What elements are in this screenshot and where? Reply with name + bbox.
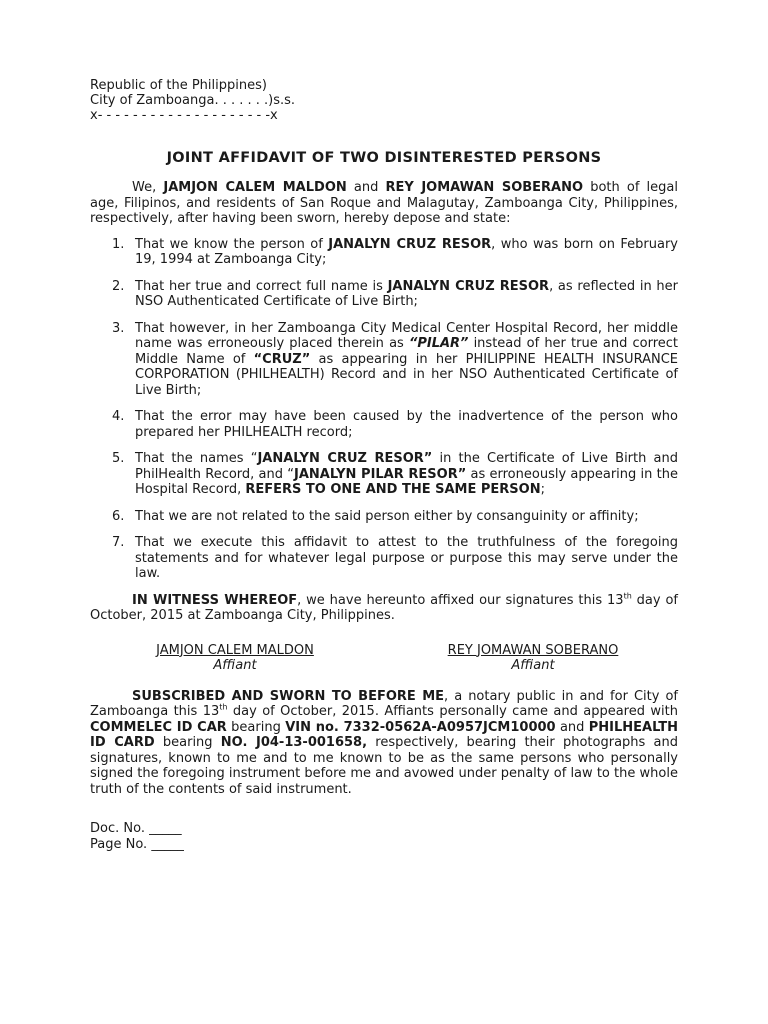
item-number: 4. — [112, 409, 125, 424]
ordinal-suffix: th — [219, 702, 228, 712]
item-number: 6. — [112, 508, 125, 524]
intro-text: We, — [132, 180, 164, 195]
affiant-name-2: REY JOMAWAN SOBERANO — [385, 180, 584, 195]
jurat-text: and — [555, 719, 589, 735]
item-bold-text: “CRUZ” — [253, 351, 311, 367]
page-number-line: Page No. _____ — [90, 837, 184, 852]
id-type: COMMELEC ID CAR — [90, 719, 227, 735]
item-text: ; — [540, 482, 545, 497]
signatory-name: REY JOMAWAN SOBERANO — [447, 642, 619, 658]
notarial-register — [90, 821, 678, 853]
document-title: JOINT AFFIDAVIT OF TWO DISINTERESTED PERSONS — [166, 150, 602, 166]
item-bold-text: JANALYN PILAR RESOR” — [294, 466, 467, 482]
jurat-text: bearing — [154, 735, 221, 750]
witness-text: day of October, 2015 at Zamboanga City, Philippines. — [90, 592, 678, 623]
item-text: That her true and correct full name is — [135, 278, 388, 294]
item-text: That however, in her Zamboanga City Medical Center Hospital Record, her middle name was erroneously placed therein as — [135, 320, 678, 351]
statement-list — [90, 237, 678, 582]
statement-item-5 — [90, 451, 678, 498]
item-number: 5. — [112, 451, 125, 466]
item-number: 3. — [112, 320, 125, 336]
witness-text: , we have hereunto affixed our signatures this 13 — [297, 592, 624, 608]
item-text: That we execute this affidavit to attest to the truthfulness of the foregoing statements and for whatever legal purpose or purpose this may serve under the law. — [135, 535, 678, 581]
item-text: as appearing in her PHILIPPINE HEALTH INSURANCE CORPORATION (PHILHEALTH) Record and in her NSO Authenticated Certificate of Live Birth; — [135, 351, 678, 398]
item-number: 2. — [112, 278, 125, 294]
statement-item-1 — [90, 237, 678, 268]
statement-item-3 — [90, 321, 678, 399]
item-bold-text: REFERS TO ONE AND THE SAME PERSON — [245, 482, 541, 497]
signatory-role: Affiant — [213, 657, 257, 673]
venue-line-republic: Republic of the Philippines) — [90, 78, 267, 93]
signatory-role: Affiant — [511, 657, 555, 673]
item-number: 7. — [112, 535, 125, 550]
item-bold-italic-text: “PILAR” — [408, 336, 469, 351]
intro-paragraph — [90, 180, 678, 227]
doc-number-line: Doc. No. _____ — [90, 821, 182, 836]
id-type: PHILHEALTH ID CARD — [90, 719, 678, 750]
item-text: That we know the person of — [135, 236, 329, 252]
statement-item-4 — [90, 409, 678, 440]
item-number: 1. — [112, 236, 125, 252]
item-text: That we are not related to the said person either by consanguinity or affinity; — [135, 508, 639, 524]
item-text: That the names “ — [135, 451, 258, 466]
witness-paragraph — [90, 593, 678, 624]
affidavit-document — [90, 78, 678, 853]
item-text: in the Certificate of Live Birth and PhilHealth Record, and “ — [135, 451, 678, 482]
item-bold-text: JANALYN CRUZ RESOR — [328, 236, 492, 252]
jurat-text: respectively, bearing their photographs and signatures, known to me and to me known to be as the same persons who personally signed the foregoing instrument before me and avowed under penalty of law to the whole truth of the contents of said instrument. — [90, 735, 678, 797]
statement-item-2 — [90, 279, 678, 310]
signatory-left — [132, 643, 338, 673]
intro-text: both of legal age, Filipinos, and residents of San Roque and Malagutay, Zamboanga City, Philippines, respectively, after having been sworn, hereby depose and state: — [90, 180, 678, 226]
item-text: That the error may have been caused by the inadvertence of the person who prepared her PHILHEALTH record; — [135, 409, 678, 440]
item-text: , who was born on February 19, 1994 at Zamboanga City; — [135, 236, 678, 267]
item-bold-text: JANALYN CRUZ RESOR” — [257, 451, 433, 466]
ordinal-suffix: th — [623, 591, 632, 601]
signatory-right — [420, 643, 646, 673]
jurat-text: bearing — [226, 719, 286, 735]
statement-item-7 — [90, 535, 678, 582]
item-text: instead of her true and correct Middle Name of — [135, 336, 678, 367]
affiant-name-1: JAMJON CALEM MALDON — [163, 180, 347, 195]
statement-item-6 — [90, 509, 678, 525]
witness-heading: IN WITNESS WHEREOF — [132, 592, 298, 608]
jurat-paragraph — [90, 689, 678, 798]
jurat-heading: SUBSCRIBED AND SWORN TO BEFORE ME — [132, 688, 445, 704]
item-text: as erroneously appearing in the Hospital Record, — [135, 466, 678, 497]
jurat-text: , a notary public in and for City of Zamboanga this 13 — [90, 688, 679, 719]
signature-block — [90, 643, 678, 683]
intro-text: and — [346, 180, 386, 195]
jurat-text: day of October, 2015. Affiants personally came and appeared with — [227, 704, 678, 719]
venue-line-city: City of Zamboanga. . . . . . .)s.s. — [90, 93, 296, 108]
item-text: , as reflected in her NSO Authenticated Certificate of Live Birth; — [135, 278, 679, 309]
venue-header — [90, 78, 678, 123]
venue-separator: x- - - - - - - - - - - - - - - - - - - -x — [90, 108, 278, 123]
id-number: VIN no. 7332-0562A-A0957JCM10000 — [285, 719, 556, 735]
id-number: NO. J04-13-001658, — [220, 735, 368, 750]
item-bold-text: JANALYN CRUZ RESOR — [387, 278, 550, 294]
signatory-name: JAMJON CALEM MALDON — [156, 642, 314, 658]
